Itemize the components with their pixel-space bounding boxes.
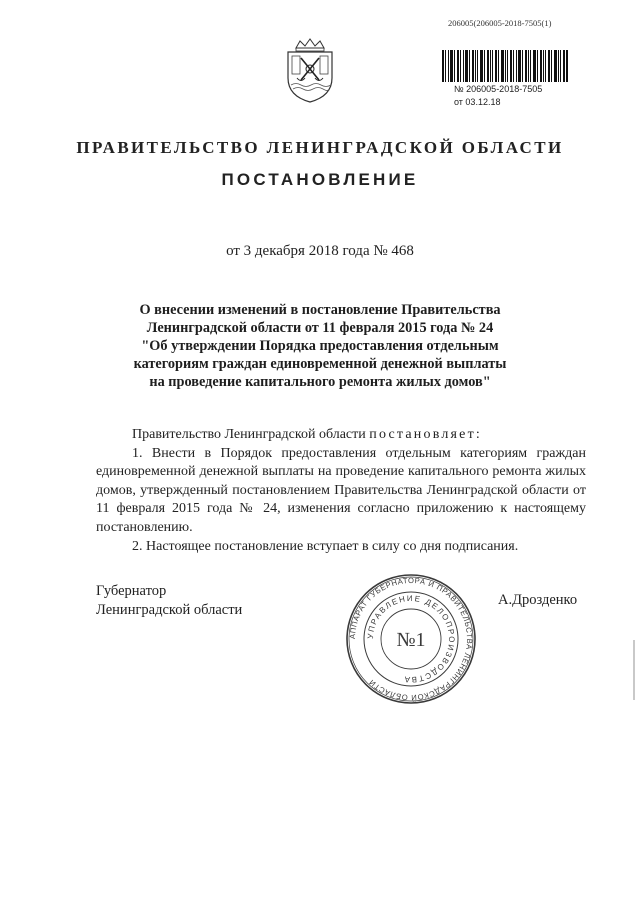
signatory-role-line: Губернатор <box>96 583 167 599</box>
paragraph-2: 2. Настоящее постановление вступает в силу со дня подписания. <box>132 538 519 554</box>
signatory-role <box>96 582 242 619</box>
document-type: ПОСТАНОВЛЕНИЕ <box>221 170 419 189</box>
barcode-icon <box>442 50 568 82</box>
heading-line: О внесении изменений в постановление Правительства <box>139 302 501 318</box>
registration-number: № 206005-2018-7505 <box>454 84 543 94</box>
intro-subject: Правительство Ленинградской области <box>132 427 366 442</box>
paragraph-1: 1. Внести в Порядок предоставления отдельным категориям граждан единовременной денежной выплаты на проведение капитального ремонта жилых домов, утвержденный постановлением Правительства Ленинградской области от 11 февраля 2015 года № 24, изменения согласно приложению к настоящему постановлению. <box>96 445 586 535</box>
stamp-inner-text: УПРАВЛЕНИЕ ДЕЛОПРОИЗВОДСТВА <box>365 593 457 685</box>
heading-line: на проведение капитального ремонта жилых домов" <box>149 374 491 390</box>
document-date-number: от 3 декабря 2018 года № 468 <box>226 243 414 259</box>
resolution-body <box>96 426 586 556</box>
top-reference-number: 206005(206005-2018-7505(1) <box>448 18 552 28</box>
government-title: ПРАВИТЕЛЬСТВО ЛЕНИНГРАДСКОЙ ОБЛАСТИ <box>76 138 564 157</box>
heading-line: категориям граждан единовременной денежной выплаты <box>133 356 507 372</box>
heading-line: Ленинградской области от 11 февраля 2015 года № 24 <box>146 320 494 336</box>
stamp-number: №1 <box>396 629 426 651</box>
scan-edge-mark <box>633 640 635 700</box>
official-stamp <box>344 572 478 706</box>
heading-line: "Об утверждении Порядка предоставления отдельным <box>141 338 499 354</box>
intro-verb: постановляет: <box>369 427 482 442</box>
stamp-outer-text: АППАРАТ ГУБЕРНАТОРА И ПРАВИТЕЛЬСТВА ЛЕНИНГРАДСКОЙ ОБЛАСТИ <box>347 575 475 703</box>
signatory-role-line: Ленинградской области <box>96 601 243 618</box>
registration-date: от 03.12.18 <box>454 97 501 107</box>
intro-line <box>96 426 586 445</box>
coat-of-arms-icon <box>282 38 338 104</box>
resolution-heading <box>100 301 540 391</box>
signatory-name: А.Дрозденко <box>498 592 578 608</box>
